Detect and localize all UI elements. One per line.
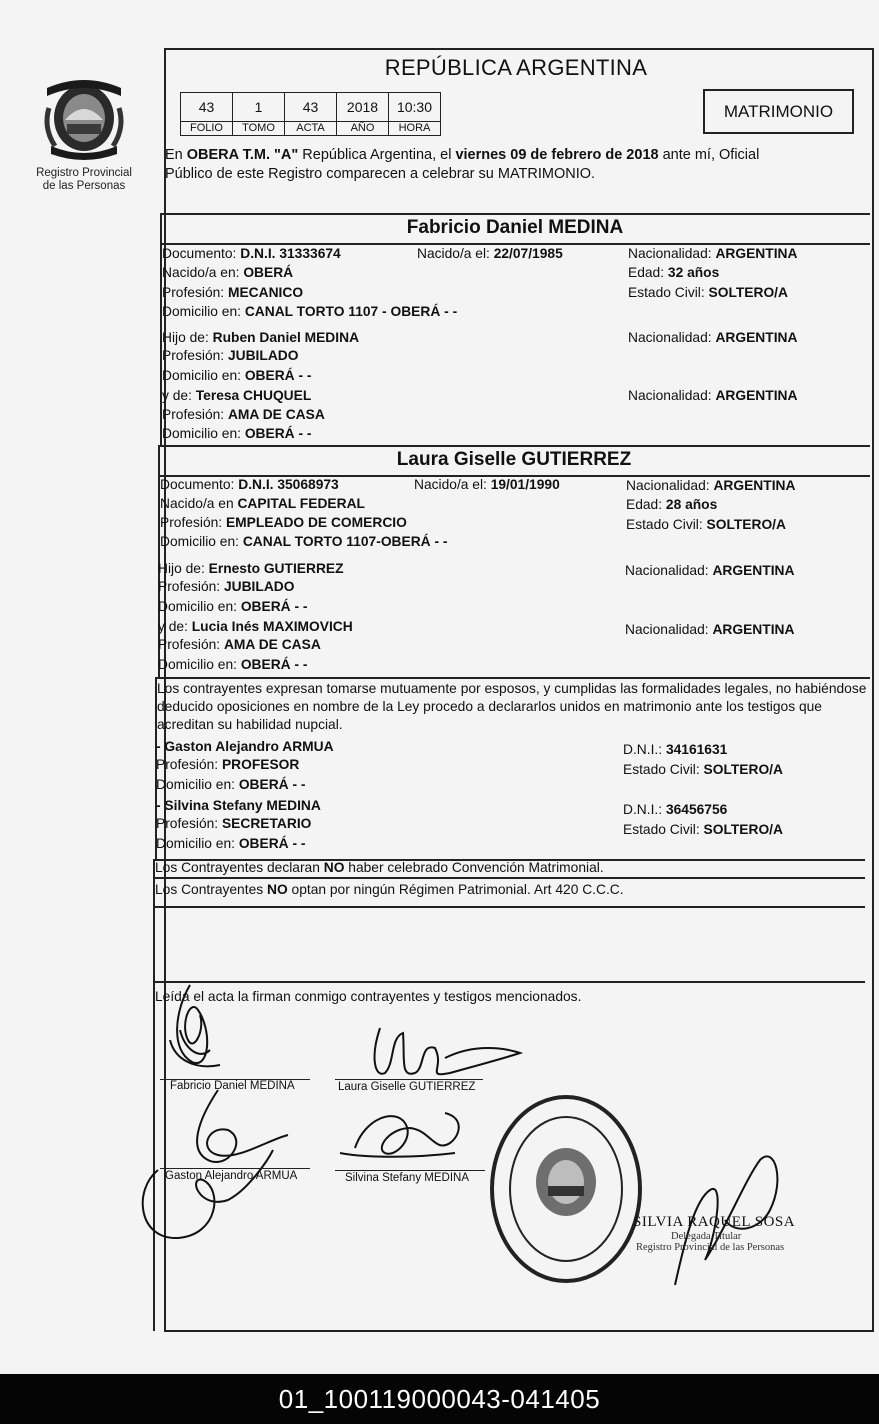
witness2-address: Domicilio en: OBERÁ - -: [156, 836, 306, 851]
spouse1-father-address: Domicilio en: OBERÁ - -: [162, 368, 312, 383]
spouse2-nationality: Nacionalidad: ARGENTINA: [626, 478, 796, 493]
file-id-bar: 01_100119000043-041405: [0, 1374, 879, 1424]
officer-stamp: [633, 1214, 833, 1253]
witness1-dni: D.N.I.: 34161631: [623, 742, 728, 757]
officer-name: SILVIA RAQUEL SOSA: [633, 1214, 796, 1230]
signature-fabricio-icon: [150, 970, 270, 1085]
witness1-name: - Gaston Alejandro ARMUA: [156, 739, 334, 754]
divider: [153, 906, 865, 908]
witness2-dni: D.N.I.: 36456756: [623, 802, 728, 817]
acta-value: 43: [285, 93, 337, 122]
spouse1-profession: Profesión: MECANICO: [162, 285, 304, 300]
hour-value: 10:30: [389, 93, 441, 122]
spouse1-father-profession: Profesión: JUBILADO: [162, 348, 299, 363]
province-coat-of-arms-icon: [41, 68, 127, 164]
year-label: AÑO: [337, 122, 389, 136]
officer-office: Registro Provincial de las Personas: [636, 1242, 785, 1253]
signature-line: [335, 1079, 483, 1080]
witness2-civil-status: Estado Civil: SOLTERO/A: [623, 822, 783, 837]
spouse2-mother: y de: Lucia Inés MAXIMOVICH: [158, 619, 353, 634]
spouse1-mother-profession: Profesión: AMA DE CASA: [162, 407, 325, 422]
spouse2-birthdate: Nacido/a el: 19/01/1990: [414, 477, 560, 492]
spouse2-father-nationality: Nacionalidad: ARGENTINA: [625, 563, 795, 578]
signature-silvina-icon: [335, 1098, 485, 1173]
tomo-value: 1: [233, 93, 285, 122]
convention-statement: Los Contrayentes declaran NO haber celebrado Convención Matrimonial.: [155, 860, 604, 875]
spouse2-birthplace: Nacido/a en CAPITAL FEDERAL: [160, 496, 365, 511]
divider: [155, 677, 870, 679]
witness1-profession: Profesión: PROFESOR: [156, 757, 300, 772]
signature-line: [160, 1168, 310, 1169]
spouse2-father-address: Domicilio en: OBERÁ - -: [158, 599, 308, 614]
regime-statement: Los Contrayentes NO optan por ningún Régimen Patrimonial. Art 420 C.C.C.: [155, 882, 624, 897]
spouse2-father: Hijo de: Ernesto GUTIERREZ: [158, 561, 344, 576]
spouse2-document: Documento: D.N.I. 35068973: [160, 477, 339, 492]
signature-label-fabricio: Fabricio Daniel MEDINA: [170, 1080, 295, 1092]
closing-statement: Leída el acta la firman conmigo contrayentes y testigos mencionados.: [155, 989, 582, 1004]
divider: [153, 877, 865, 879]
spouse2-mother-nationality: Nacionalidad: ARGENTINA: [625, 622, 795, 637]
intro-paragraph: En OBERA T.M. "A" República Argentina, el viernes 09 de febrero de 2018 ante mí, Oficial Público de este Registro comparecen a celebrar su MATRIMONIO.: [165, 147, 760, 182]
spouse1-mother-address: Domicilio en: OBERÁ - -: [162, 426, 312, 441]
spouse1-name: Fabricio Daniel MEDINA: [406, 217, 624, 238]
signature-line: [335, 1170, 485, 1171]
divider: [158, 445, 870, 447]
witness2-name: - Silvina Stefany MEDINA: [156, 798, 321, 813]
acta-label: ACTA: [285, 122, 337, 136]
spouse1-civil-status: Estado Civil: SOLTERO/A: [628, 285, 788, 300]
spouse1-nationality: Nacionalidad: ARGENTINA: [628, 246, 798, 261]
marriage-declaration: Los contrayentes expresan tomarse mutuamente por esposos, y cumplidas las formalidades legales, no habiéndose deducido oposiciones en nombre de la Ley procedo a declararlos unidos en matrimonio ante los testigos que acreditan su habilidad nupcial.: [157, 681, 867, 732]
spouse2-mother-address: Domicilio en: OBERÁ - -: [158, 657, 308, 672]
spouse2-profession: Profesión: EMPLEADO DE COMERCIO: [160, 515, 407, 530]
spouse1-father: Hijo de: Ruben Daniel MEDINA: [162, 330, 360, 345]
spouse1-birthplace: Nacido/a en: OBERÁ: [162, 265, 294, 280]
tomo-label: TOMO: [233, 122, 285, 136]
year-value: 2018: [337, 93, 389, 122]
document-title: REPÚBLICA ARGENTINA: [384, 55, 648, 80]
officer-title: Delegada Titular: [671, 1231, 742, 1242]
witness1-civil-status: Estado Civil: SOLTERO/A: [623, 762, 783, 777]
registry-seal-icon: [486, 1090, 646, 1288]
registry-emblem: [28, 68, 140, 193]
spouse2-father-profession: Profesión: JUBILADO: [158, 579, 295, 594]
witness1-address: Domicilio en: OBERÁ - -: [156, 777, 306, 792]
folio-label: FOLIO: [181, 122, 233, 136]
signature-label-silvina: Silvina Stefany MEDINA: [345, 1172, 469, 1184]
spouse2-address: Domicilio en: CANAL TORTO 1107-OBERÁ - -: [160, 534, 448, 549]
spouse1-mother: y de: Teresa CHUQUEL: [162, 388, 312, 403]
signature-label-gaston: Gaston Alejandro ARMUA: [165, 1170, 298, 1182]
spouse2-civil-status: Estado Civil: SOLTERO/A: [626, 517, 786, 532]
spouse2-mother-profession: Profesión: AMA DE CASA: [158, 637, 321, 652]
signature-gaston-icon: [128, 1080, 308, 1245]
spouse1-age: Edad: 32 años: [628, 265, 720, 280]
emblem-caption-line1: Registro Provincial: [36, 167, 132, 179]
folio-value: 43: [181, 93, 233, 122]
spouse1-father-nationality: Nacionalidad: ARGENTINA: [628, 330, 798, 345]
record-reference-table: [180, 92, 441, 136]
spouse1-birthdate: Nacido/a el: 22/07/1985: [417, 246, 563, 261]
spouse1-address: Domicilio en: CANAL TORTO 1107 - OBERÁ - -: [162, 304, 458, 319]
spouse2-name: Laura Giselle GUTIERREZ: [396, 449, 632, 470]
record-type-box: MATRIMONIO: [703, 89, 854, 134]
divider: [160, 213, 870, 215]
signature-label-laura: Laura Giselle GUTIERREZ: [338, 1081, 476, 1093]
spouse1-document: Documento: D.N.I. 31333674: [162, 246, 341, 261]
hour-label: HORA: [389, 122, 441, 136]
spouse1-mother-nationality: Nacionalidad: ARGENTINA: [628, 388, 798, 403]
emblem-caption-line2: de las Personas: [42, 180, 126, 192]
witness2-profession: Profesión: SECRETARIO: [156, 816, 312, 831]
spouse2-age: Edad: 28 años: [626, 497, 718, 512]
